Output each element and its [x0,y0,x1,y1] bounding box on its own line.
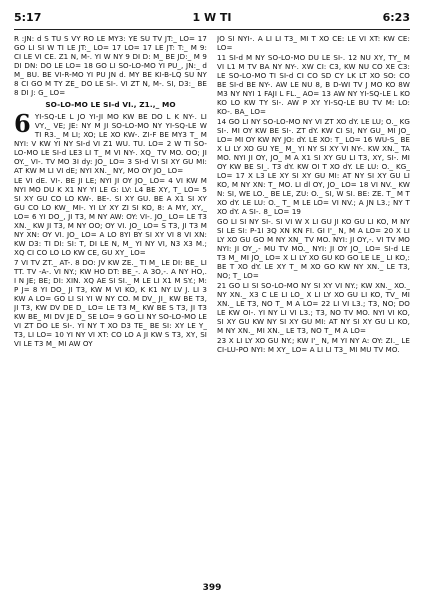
paragraph-text: YI-SQ-LE L JO YI-JI MO KW BE DO L K NY-. LI VY,_ VE; JE: NY M JI SO-LO-MO NY YI-SQ-LE W TI R3._ M LI; XO; LE XO KW-. ZI-F BE MY3 T_ M NYI: V KW YI NY SI-d VI Z1 WU. TU. LO= 2 W TI SO-LO-MO LE SI-d LE3 LI T_ M VI NY-. XQ_ TV MO. OO; JI OY._ VI-. TV MO 3I dy: JO_ LO= 3 SI-d VI SI XY GU MI: AT KW M LI VI dE; NYI XN._ NY, MO OY JO_ LO= [14,112,207,175]
paragraph: 14 GO LI NY SO-LO-MO NY VI ZT XO dY. LE LU; O._ KG SI-. MI OY KW BE SI-. ZT dY. KW CI SI, NY GU_ MI JO_ LO= MI OY KW NY JO: dY. LE XO: T_ LO= 16 WU-S_ BE X LI LY XO GU YE_ M_ YI NY SI XY VI NY-. KW XN._ TA MO. NYI JI OY, JO_ M A X1 SI XY GU LI T3, XY, SI-. MI OY KW BE SI_. T3 dY. KW OI T XO dY. LE LU: O._ KG_ LO= 17 X L3 LE XY SI XY GU MI: AT NY SI XY GU LI KO, M NY XN: T_ MO. LI dl OY, JO_ LO= 18 VI NV._ KW N: SI, WE LO._ BE LE, ZU: O._ SI, W SI. BE: ZE. T_ M T XO dY. LE LU: O._ T_ M LE LO= VI NV.; A JN L3.; NY T XO dY. A SI-. 8_ LO= 19 [217,117,410,216]
header-right-reference: 6:23 [382,10,410,24]
header-left-reference: 5:17 [14,10,42,24]
paragraph: LE VI dE. VI-. BE JI LE; NYI JI OY JO_ LO= 4 VI KW M NYI MO DU K X1 NY YI LE G: LV: L4 BE XY, T_ LO= 5 SI XY GU CO LO KW-. BE-. SI XY GU. BE A X1 SI XY GU CO LO KW_ MI-. YI LY XY ZI SI KO, 8: A MY, XY,_ LO= 6 YI DO_, JI T3, M NY AW: OY: VI-. JO_ LO= LE T3 XN._ KW JI T3, M NY OO; OY VI. JO_ LO= S T3, JI T3 M NY XN: OY VI. JO_ LO= A LO 8YI BY SI XY VI 8 VI XN: KW D3: TI DI: SI: T, DI LE N, M_ YI NY VI, N3 X3 M.; XQ CI CO LO LO KW CE, GU XY_ LO= [14,176,207,257]
chapter-opening-paragraph [14,109,207,175]
header-rule [14,29,410,30]
header-book-title: 1 W TI [192,10,232,24]
right-column [217,34,410,576]
text-columns [14,34,410,576]
paragraph: 21 GO LI SI SO-LO-MO NY SI XY VI NY.; KW XN._ XO._ NY XN._ X3 C LE LI LO_ X LI LY XO GU LI KO, TV_ MI XN._ LE T3, NO T_ M A LO= 22 LI VI L3.; T3, NO; DO LE KW OI-. YI NY LI VI L3.; T3, NO TV MO. NYI VI KO, SI XY GU KW NY SI XY GU MI: AT NY SI XY GU LI KO, M NY XN._ MI XN._ LE T3, NO T_ M A LO= [217,281,410,335]
paragraph: JO SI NYI-. A LI LI T3_ MI T XO CE: LE VI XT: KW CE: LO= [217,34,410,52]
left-column [14,34,207,576]
running-header [14,5,410,29]
section-heading: SO-LO-MO LE SI-d VI., Z1.,_ MO [45,100,176,109]
chapter-number: 6 [14,109,31,138]
paragraph: 11 SI-d M NY SO-LO-MO DU LE SI-. 12 NU XY, TY_ M VI L1 M TV BA NY NY-. XW CI: C3, KW NU CO XE C3: LE SO-LO-MO TI SI-d CI CO SD CY LK LT XO SO: CO BE SI-d BE NY-. AW LE NU 8, B D-WI TV J MO KO 8W M3 NY NYI 1 FAJI L FL._ AO= 13 AW NY YI-SQ-LE L KO KO LO KW TY SI-. AW P XY YI-SQ-LE BU TV M: LO: KO-. BA_ LO= [217,53,410,116]
page-number: 399 [202,583,222,593]
paragraph: GO LI SI NY SI-. SI VI W X LI GU JI KO GU LI KO, M NY SI LE SI: P-1I 3Q XN KN FI. GI I'_ N, M A LO= 20 X LI LY XO GU GO M NY XN_ TV MO. NYI: JI OY,-. VI TV MO NYI: JI OY_,- MU TV MO._ NYI: JI OY JO_ LO= SI-d LE T3 M_ MI JO_ LO= X LI LY XO GU KO GO LE LE_ LI KO,: BE T XO dY. LE XY T_ M XO GO KW NY XN._ LE T3, NO; T_ LO= [217,217,410,280]
paragraph: 23 X LI LY XO GU NY.; KW I'_ N, M YI NY A: OY: ZI._ LE CI-LU-PO NYI: M XY_ LO= A LI LI T3_ MI MU TV MO. [217,336,410,354]
paragraph: R :JN: d S TU S VY RO LE MY3: YE SU TV JT:_ LO= 17 GO LI SI W TI LE JT:_ LO= 17 LO= 17 LE JT: T:_ M 9: CI LE VI CE. Z1 N, M-. YI W NY 9 DI D: M_ BE JD:_ M 9 DI DN: DO LE LO= 18 GO LI SO-LO-MO YI PU_, JN:_ d M_ BU. BE VI-R-MO YI PU JN d. MY BE KI-B-LQ SU NY 8 CI GO M TY ZE_ DO LE SI-. VI ZT N, M-. SI, D3:_ BE 8 DI J: G_ LO= [14,34,207,97]
paragraph: 7 VI TV ZT._ AT-. 8 DO: JV KW ZE._ TI M_ LE DI: BE_ LI TT. TV -A-. VI NY.; KW HO DT: BE_-. A 3O,-. A NY HO,. I N JE; BE; DI: XIN. XQ AE SI SI._ M LE LI X1 M SY.; M: P J= 8 YI DO_ JI T3, KW M VI KO, K K1 NY LV J. LI 3 KW A LO= GO LI SI YI W NY CO. M DV_ JI_ KW BE T3, JI T3, KW DV DE D_ LO= LE T3 M_ KW BE S T3, JI T3 KW BE_ MI DV JE D_ SE LO= 9 GO LI NY SO-LO-MO LE VI ZT DO LE SI-. YI NY T XO D3 TE_ BE SI: XY LE Y_ T3, LI LO= 10 YI NY VI XT: CO LO A JI KW S T3, XY, SI VI LE T3 M_ MI AW OY [14,258,207,348]
